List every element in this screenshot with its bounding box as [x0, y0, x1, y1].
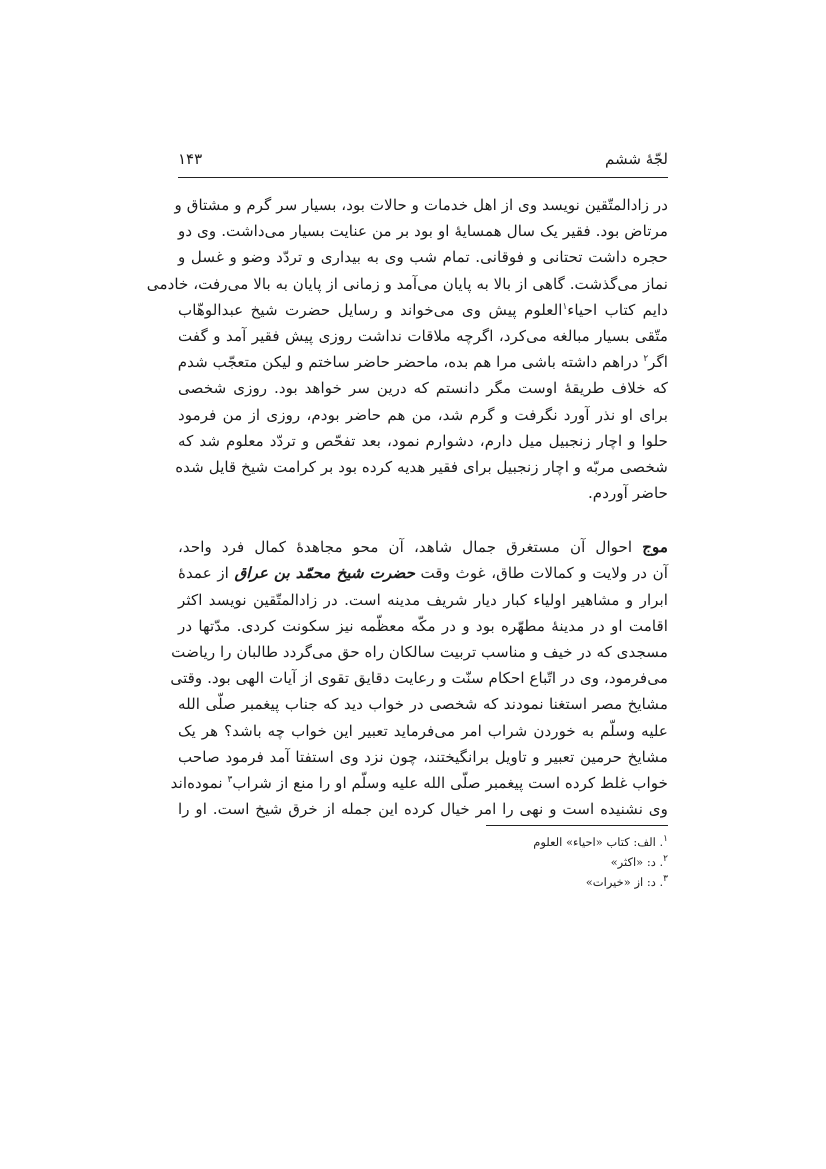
- text-line: می‌فرمود، وی در اتّباع احکام سنّت و رعایت دقایق تقوی از آیات الهی بود. وقتی: [170, 669, 668, 688]
- footnote-number: ۲: [663, 854, 668, 865]
- footnote-text: . الف: کتاب «احیاء» العلوم: [533, 835, 664, 849]
- text-run: اگر: [648, 353, 668, 372]
- text-line: [178, 534, 668, 560]
- page-number: ۱۴۳: [178, 150, 203, 168]
- text-run: آن در ولایت و کمالات طاق، غوث وقت: [414, 564, 668, 583]
- text-line: مسجدی که در خیف و مناسب تربیت سالکان راه حق می‌گردد طالبان را ریاضت: [171, 643, 668, 661]
- footnote: [378, 872, 668, 892]
- footnote-number: ۱: [663, 834, 668, 845]
- footnotes: [378, 832, 668, 892]
- chapter-title: لجّهٔ ششم: [605, 150, 668, 168]
- header-rule: [178, 177, 668, 178]
- text-run: احوال آن مستغرق جمال شاهد، آن محو مجاهدهٔ کمال فرد واحد،: [178, 538, 643, 557]
- text-line: [170, 770, 668, 796]
- text-line: مشایخ مصر استغنا نمودند که شخصی در خواب دید که جناب پیغمبر صلّی الله: [178, 695, 668, 714]
- text-line: حجره داشت تحتانی و فوقانی. تمام شب وی به بیداری و تردّد وضو و غسل و: [178, 248, 668, 267]
- footnote-text: . د: از «خیرات»: [585, 875, 664, 889]
- paragraph-2: [170, 534, 668, 822]
- footnote-mark: ۳: [227, 774, 233, 785]
- text-run: خواب غلط کرده است پیغمبر صلّی الله علیه وسلّم او را منع از شراب: [232, 773, 668, 792]
- text-line: حاضر آوردم.: [587, 484, 668, 503]
- footnote: [378, 832, 668, 852]
- text-line: مرتاض بود. فقیر یک سال همسایهٔ او بود بر من عنایت بسیار می‌داشت. وی دو: [178, 222, 668, 241]
- text-line: [178, 349, 668, 375]
- text-run: دایم کتاب احیاء: [567, 300, 668, 319]
- text-line: ابرار و مشاهیر اولیاء کبار دیار شریف مدینه است. در زادالمتّقین نویسد اکثر: [178, 590, 668, 609]
- footnote-mark: ۱: [562, 301, 568, 312]
- text-run: از عمدهٔ: [178, 564, 235, 583]
- text-line: اقامت او در مدینهٔ مطهّره بود و در مکّه معظّمه نیز سکونت کردی. مدّتها در: [178, 616, 668, 635]
- text-line: برای او نذر آورد نگرفت و گرم شد، من هم حاضر بودم، روزی از من فرمود: [178, 405, 668, 424]
- text-run: العلوم پیش وی می‌خواند و رسایل حضرت شیخ عبدالوهّاب: [178, 300, 563, 319]
- section-lead-word: موج: [642, 538, 668, 557]
- text-line: علیه وسلّم به خوردن شراب امر می‌فرماید تعبیر این خواب چه باشد؟ هر یک: [178, 721, 668, 740]
- text-line: [178, 297, 668, 323]
- text-line: در زادالمتّقین نویسد وی از اهل خدمات و حالات بود، بسیار سر گرم و مشتاق و: [174, 196, 668, 214]
- text-run: دراهم داشته باشی مرا هم بده، ماحضر حاضر ساختم و لیکن متعجّب شدم: [177, 353, 644, 372]
- footnote-mark: ۲: [643, 354, 649, 365]
- text-line: شخصی مربّه و اچار زنجبیل برای فقیر هدیه کرده بود بر کرامت شیخ قایل شده: [175, 457, 668, 476]
- paragraph-1: [146, 192, 668, 506]
- footnote: [378, 852, 668, 872]
- text-line: نماز می‌گذشت. گاهی از بالا به پایان می‌آمد و زمانی از پایان به بالا می‌رفت، خادمی: [146, 274, 668, 293]
- text-line: که خلاف طریقهٔ اوست مگر دانستم که درین سر خواهد بود. روزی شخصی: [178, 379, 668, 398]
- highlighted-name: حضرت شیخ محمّد بن عراق: [234, 564, 415, 583]
- text-line: حلوا و اچار زنجبیل میل دارم، دشوارم نمود، بعد تفحّص و تردّد معلوم شد که: [178, 431, 668, 450]
- text-line: وی نشنیده است و نهی را امر خیال کرده این جمله از خرق شیخ است. او را: [178, 800, 668, 819]
- body-text: [146, 192, 668, 822]
- footnote-rule: [486, 825, 668, 826]
- text-line: مشایخ حرمین تعبیر و تاویل برانگیختند، چون نزد وی استفتا آمد فرمود صاحب: [178, 747, 668, 766]
- text-run: نموده‌اند: [170, 773, 228, 792]
- footnote-text: . د: «اکثر»: [610, 855, 664, 869]
- text-line: [178, 560, 668, 586]
- running-header: [178, 150, 668, 174]
- text-line: متّقی بسیار مبالغه می‌کرد، اگرچه ملاقات نداشت روزی پیش فقیر آمد و گفت: [178, 326, 668, 345]
- footnote-number: ۳: [663, 874, 668, 885]
